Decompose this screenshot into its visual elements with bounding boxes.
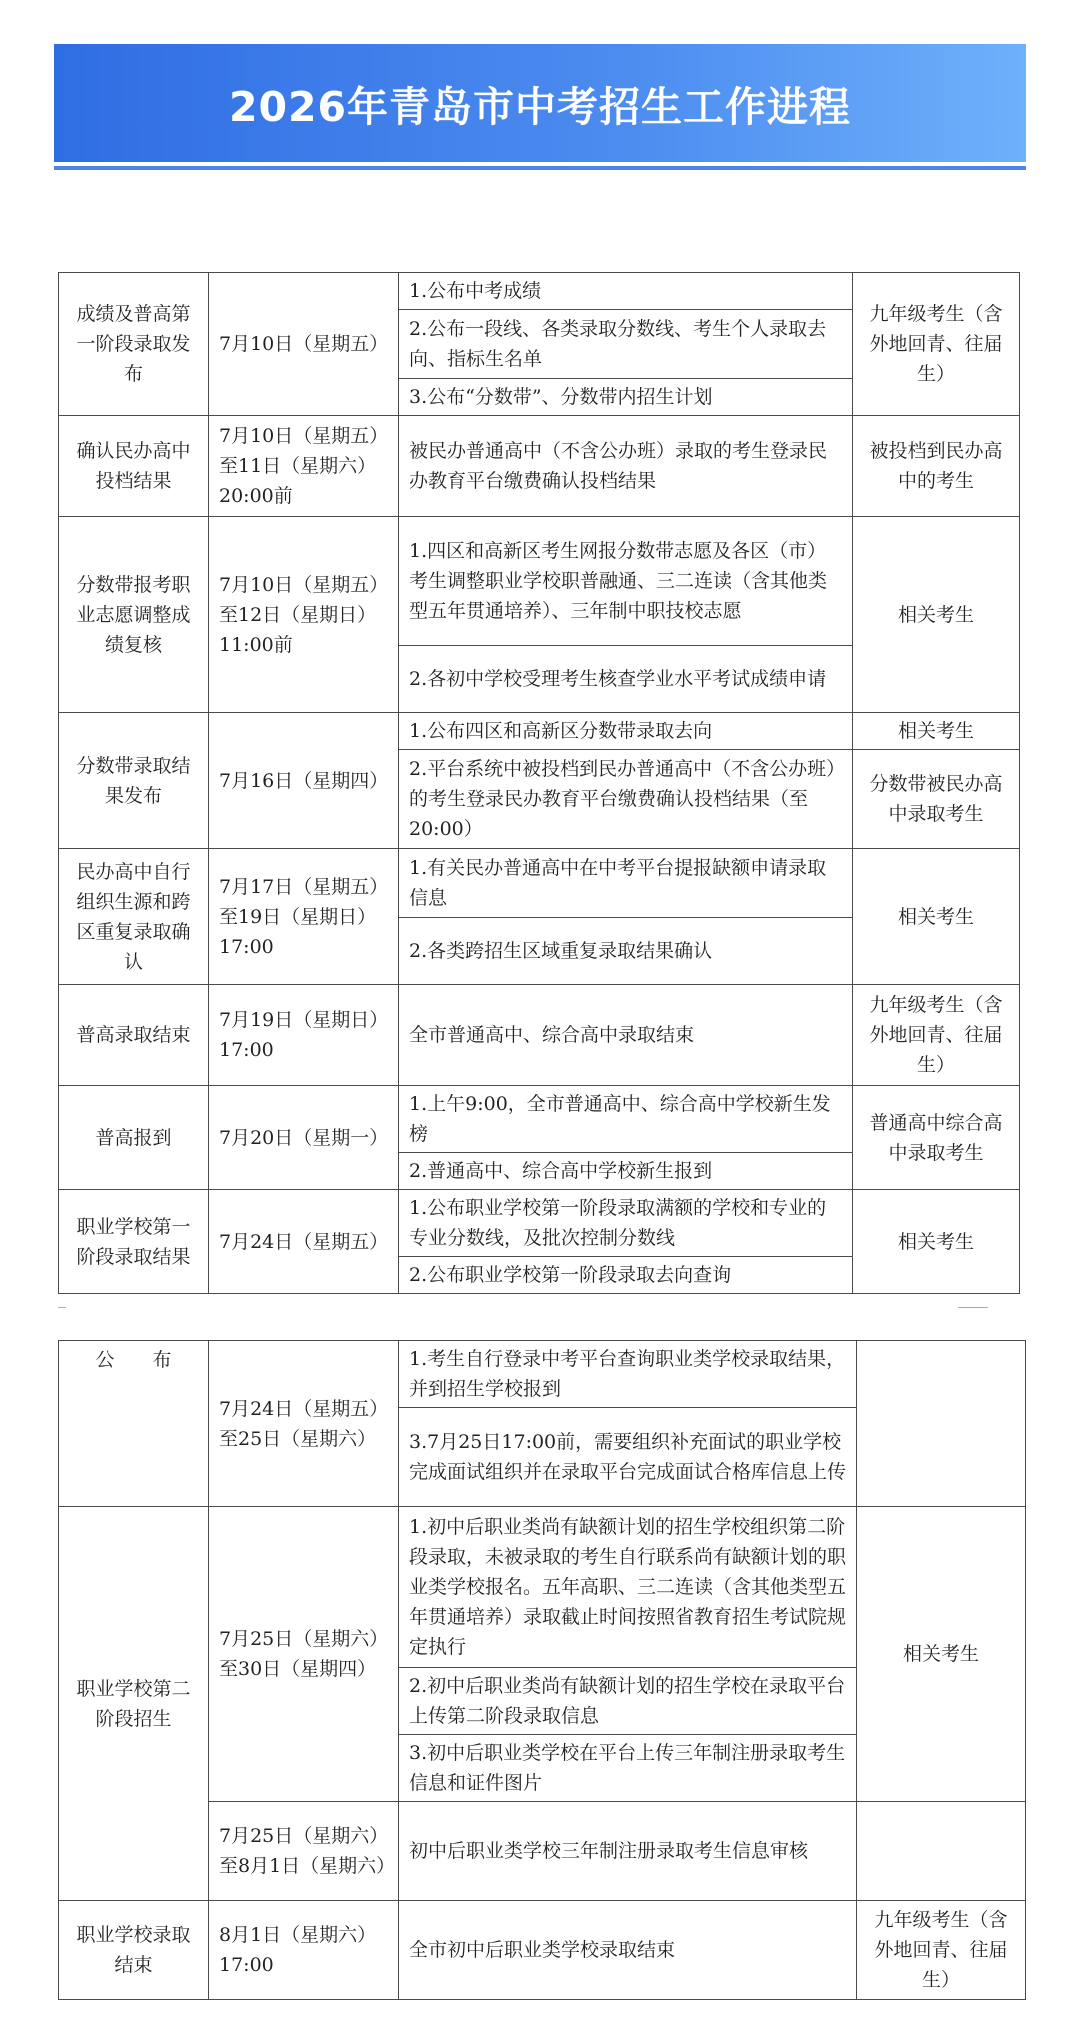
table-row [59,1507,1026,1668]
target-cell: 相关考生 [853,517,1020,713]
date-cell: 7月10日（星期五）至11日（星期六）20:00前 [209,416,399,517]
page-break-mark [58,1307,66,1308]
date-cell: 7月24日（星期五） [209,1190,399,1294]
table-row [59,849,1020,918]
target-cell: 被投档到民办高中的考生 [853,416,1020,517]
date-cell: 7月24日（星期五）至25日（星期六） [209,1341,399,1507]
stage-cell: 民办高中自行组织生源和跨区重复录取确认 [59,849,209,985]
table-row [59,1190,1020,1257]
table-row [59,517,1020,646]
page-break-mark [958,1307,988,1308]
stage-cell: 分数带录取结果发布 [59,713,209,849]
date-cell: 7月19日（星期日）17:00 [209,985,399,1086]
schedule-table-1 [58,272,1020,1294]
title-underline [54,166,1026,170]
item-cell: 2.公布一段线、各类录取分数线、考生个人录取去向、指标生名单 [399,310,853,379]
date-cell: 7月17日（星期五）至19日（星期日）17:00 [209,849,399,985]
stage-cell: 公 布 [59,1341,209,1507]
item-cell: 2.平台系统中被投档到民办普通高中（不含公办班）的考生登录民办教育平台缴费确认投档结果（至20:00） [399,750,853,849]
date-cell: 8月1日（星期六）17:00 [209,1901,399,2000]
target-cell: 九年级考生（含外地回青、往届生） [853,985,1020,1086]
item-cell: 2.各初中学校受理考生核查学业水平考试成绩申请 [399,646,853,713]
date-cell: 7月16日（星期四） [209,713,399,849]
stage-cell: 普高报到 [59,1086,209,1190]
date-cell: 7月10日（星期五）至12日（星期日）11:00前 [209,517,399,713]
item-cell: 1.公布职业学校第一阶段录取满额的学校和专业的专业分数线，及批次控制分数线 [399,1190,853,1257]
item-cell: 1.公布四区和高新区分数带录取去向 [399,713,853,750]
table-row [59,1341,1026,1408]
stage-cell: 职业学校第二阶段招生 [59,1507,209,1901]
target-cell: 相关考生 [853,713,1020,750]
item-cell: 全市初中后职业类学校录取结束 [399,1901,857,2000]
stage-cell: 普高录取结束 [59,985,209,1086]
stage-cell: 职业学校录取结束 [59,1901,209,2000]
item-cell: 2.普通高中、综合高中学校新生报到 [399,1153,853,1190]
date-cell: 7月10日（星期五） [209,273,399,416]
date-cell: 7月25日（星期六）至8月1日（星期六） [209,1802,399,1901]
target-cell [857,1802,1026,1901]
page-title: 2026年青岛市中考招生工作进程 [228,82,852,131]
item-cell: 1.考生自行登录中考平台查询职业类学校录取结果，并到招生学校报到 [399,1341,857,1408]
target-cell: 相关考生 [853,1190,1020,1294]
table-row [59,273,1020,310]
table-row [59,416,1020,517]
target-cell [857,1341,1026,1507]
table-row [59,1901,1026,2000]
item-cell: 1.公布中考成绩 [399,273,853,310]
item-cell: 2.各类跨招生区域重复录取结果确认 [399,918,853,985]
item-cell: 2.初中后职业类尚有缺额计划的招生学校在录取平台上传第二阶段录取信息 [399,1668,857,1735]
stage-cell: 职业学校第一阶段录取结果 [59,1190,209,1294]
target-cell: 分数带被民办高中录取考生 [853,750,1020,849]
target-cell: 普通高中综合高中录取考生 [853,1086,1020,1190]
item-cell: 3.初中后职业类学校在平台上传三年制注册录取考生信息和证件图片 [399,1735,857,1802]
target-cell: 九年级考生（含外地回青、往届生） [853,273,1020,416]
item-cell: 1.初中后职业类尚有缺额计划的招生学校组织第二阶段录取，未被录取的考生自行联系尚有缺额计划的职业类学校报名。五年高职、三二连读（含其他类型五年贯通培养）录取截止时间按照省教育招生考试院规定执行 [399,1507,857,1668]
date-cell: 7月25日（星期六）至30日（星期四） [209,1507,399,1802]
item-cell: 3.7月25日17:00前，需要组织补充面试的职业学校完成面试组织并在录取平台完成面试合格库信息上传 [399,1408,857,1507]
item-cell: 全市普通高中、综合高中录取结束 [399,985,853,1086]
item-cell: 被民办普通高中（不含公办班）录取的考生登录民办教育平台缴费确认投档结果 [399,416,853,517]
target-cell: 相关考生 [857,1507,1026,1802]
title-banner [54,44,1026,162]
table-row [59,713,1020,750]
target-cell: 相关考生 [853,849,1020,985]
date-cell: 7月20日（星期一） [209,1086,399,1190]
target-cell: 九年级考生（含外地回青、往届生） [857,1901,1026,2000]
stage-cell: 成绩及普高第一阶段录取发布 [59,273,209,416]
item-cell: 3.公布“分数带”、分数带内招生计划 [399,379,853,416]
item-cell: 初中后职业类学校三年制注册录取考生信息审核 [399,1802,857,1901]
item-cell: 2.公布职业学校第一阶段录取去向查询 [399,1257,853,1294]
item-cell: 1.有关民办普通高中在中考平台提报缺额申请录取信息 [399,849,853,918]
stage-cell: 分数带报考职业志愿调整成绩复核 [59,517,209,713]
schedule-table-2 [58,1340,1026,2000]
item-cell: 1.四区和高新区考生网报分数带志愿及各区（市）考生调整职业学校职普融通、三二连读（含其他类型五年贯通培养）、三年制中职技校志愿 [399,517,853,646]
stage-cell: 确认民办高中投档结果 [59,416,209,517]
table-row [59,985,1020,1086]
item-cell: 1.上午9:00，全市普通高中、综合高中学校新生发榜 [399,1086,853,1153]
table-row [59,1086,1020,1153]
